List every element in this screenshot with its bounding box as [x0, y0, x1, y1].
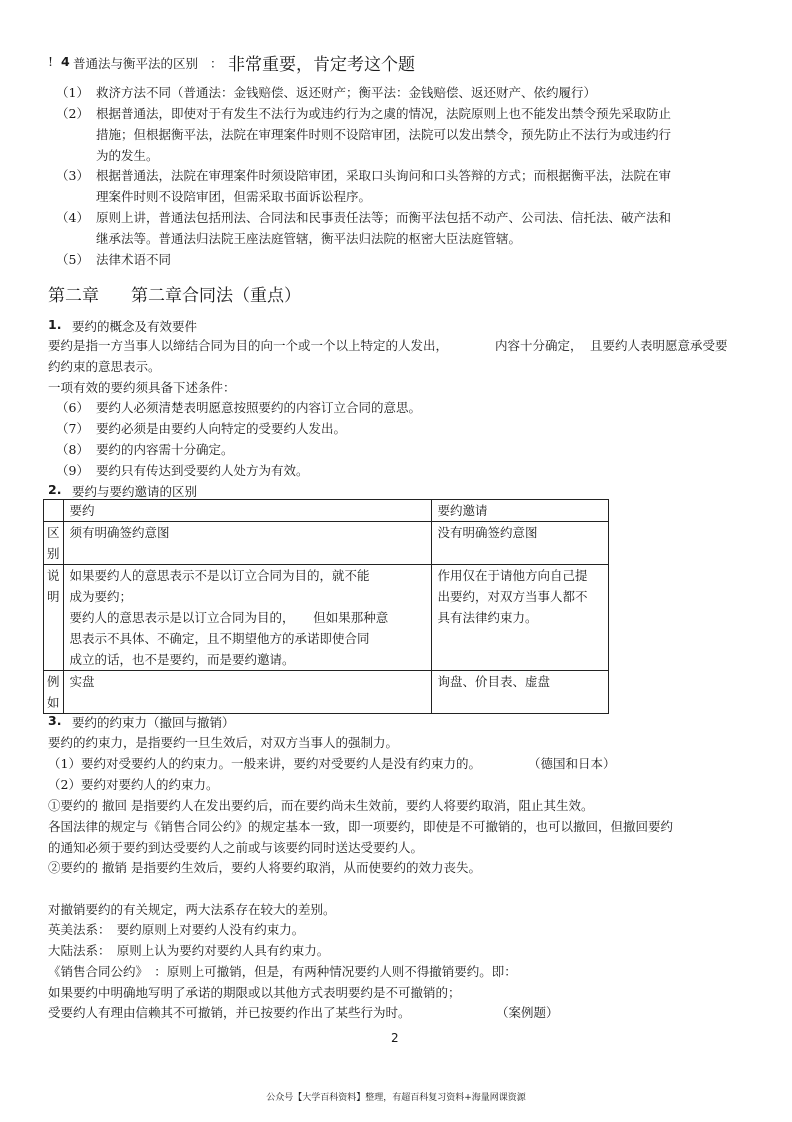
table-cell: 询盘、价目表、虚盘 — [431, 671, 608, 714]
list-item-text: 原则上讲，普通法包括刑法、合同法和民事责任法等；而衡平法包括不动产、公司法、信托法、破产法和 — [96, 210, 672, 225]
subsection-number: 1. — [48, 317, 62, 332]
list-item-text: 要约必须是由要约人向特定的受要约人发出。 — [96, 421, 347, 436]
paragraph-text: ②要约的 撤销 是指要约生效后，要约人将要约取消，从而使要约的效力丧失。 — [48, 860, 481, 875]
paragraph-text: 英美法系： 要约原则上对要约人没有约束力。 — [48, 922, 305, 937]
row-label: 说 明 — [44, 565, 64, 671]
table-cell: 没有明确签约意图 — [431, 522, 608, 565]
list-item-number: （9） — [56, 463, 89, 478]
paragraph-text: 受要约人有理由信赖其不可撤销，并已按要约作出了某些行为时。 — [48, 1005, 411, 1020]
table-row — [44, 565, 609, 671]
paragraph-text: 对撤销要约的有关规定，两大法系存在较大的差别。 — [48, 902, 336, 917]
comparison-table — [43, 499, 609, 714]
page-number: 2 — [391, 1031, 399, 1045]
section-emphasis: 非常重要，肯定考这个题 — [228, 55, 415, 75]
paragraph-note: （德国和日本） — [528, 756, 616, 771]
section-number: 4 — [61, 54, 70, 69]
list-item-text: 措施；但根据衡平法，法院在审理案件时则不设陪审团，法院可以发出禁令，预先防止不法行为或违约行 — [96, 127, 672, 142]
list-item-number: （3） — [56, 168, 89, 183]
section-title: 普通法与衡平法的区别 — [73, 56, 199, 71]
list-item-number: （7） — [56, 421, 89, 436]
paragraph-text: （2）要约对要约人的约束力。 — [48, 777, 219, 792]
list-item-number: （6） — [56, 400, 89, 415]
list-item-text: 法律术语不同 — [96, 252, 172, 267]
table-header-cell: 要约邀请 — [431, 500, 608, 522]
list-item-number: （4） — [56, 210, 89, 225]
list-item-number: （8） — [56, 442, 89, 457]
list-item-text: 为的发生。 — [96, 148, 159, 163]
list-item-text: 救济方法不同（普通法：金钱赔偿、返还财产；衡平法：金钱赔偿、返还财产、依约履行） — [96, 85, 597, 100]
list-item-text: 要约只有传达到受要约人处方为有效。 — [96, 463, 309, 478]
table-cell: 实盘 — [63, 671, 431, 714]
list-item-text: 继承法等。普通法归法院王座法庭管辖，衡平法归法院的枢密大臣法庭管辖。 — [96, 231, 522, 246]
list-item-number: （2） — [56, 106, 89, 121]
paragraph-text: 内容十分确定， — [495, 338, 583, 353]
subsection-title: 要约的概念及有效要件 — [72, 319, 198, 334]
subsection-number: 3. — [48, 713, 62, 728]
paragraph-text: 要约是指一方当事人以缔结合同为目的向一个或一个以上特定的人发出， — [48, 338, 449, 353]
subsection-number: 2. — [48, 482, 62, 497]
list-item-text: 理案件时则不设陪审团，但需采取书面诉讼程序。 — [96, 189, 372, 204]
paragraph-text: 要约的约束力，是指要约一旦生效后，对双方当事人的强制力。 — [48, 735, 399, 750]
table-cell: 如果要约人的意思表示不是以订立合同为目的，就不能 成为要约； 要约人的意思表示是以订立合同为目的， 但如果那种意 思表示不具体、不确定，且不期望他方的承诺即使合同 成立的话，也不是要约，而是要约邀请。 — [63, 565, 431, 671]
section-colon: ： — [210, 56, 223, 71]
table-cell: 作用仅在于请他方向自己提 出要约，对双方当事人都不 具有法律约束力。 — [431, 565, 608, 671]
paragraph-text: 如果要约中明确地写明了承诺的期限或以其他方式表明要约是不可撤销的； — [48, 985, 461, 1000]
page-footer: 公众号【大学百科资料】整理，有超百科复习资料+海量网课资源 — [266, 1093, 526, 1103]
exclamation-mark: ! — [48, 54, 54, 69]
list-item-text: 要约人必须清楚表明愿意按照要约的内容订立合同的意思。 — [96, 400, 422, 415]
chapter-label: 第二章 — [48, 286, 99, 306]
table-corner-cell — [44, 500, 64, 522]
table-cell: 须有明确签约意图 — [63, 522, 431, 565]
paragraph-text: 且要约人表明愿意承受要 — [590, 338, 728, 353]
table-header-cell: 要约 — [63, 500, 431, 522]
subsection-title: 要约与要约邀请的区别 — [72, 484, 198, 499]
paragraph-text: ①要约的 撤回 是指要约人在发出要约后，而在要约尚未生效前，要约人将要约取消，阻止其生效。 — [48, 798, 594, 813]
list-item-number: （1） — [56, 85, 89, 100]
paragraph-text: 大陆法系： 原则上认为要约对要约人具有约束力。 — [48, 943, 330, 958]
chapter-title: 第二章合同法（重点） — [131, 286, 301, 306]
table-header-row — [44, 500, 609, 522]
paragraph-text: 一项有效的要约须具备下述条件： — [48, 380, 236, 395]
row-label: 区 别 — [44, 522, 64, 565]
paragraph-text: 各国法律的规定与《销售合同公约》的规定基本一致，即一项要约，即使是不可撤销的，也可以撤回，但撤回要约 — [48, 819, 674, 834]
paragraph-text: 的通知必须于要约到达受要约人之前或与该要约同时送达受要约人。 — [48, 840, 424, 855]
list-item-text: 根据普通法，法院在审理案件时须设陪审团，采取口头询问和口头答辩的方式；而根据衡平法，法院在审 — [96, 168, 672, 183]
subsection-title: 要约的约束力（撤回与撤销） — [72, 715, 235, 730]
table-row — [44, 522, 609, 565]
paragraph-text: 《销售合同公约》 ：原则上可撤销，但是，有两种情况要约人则不得撤销要约。即： — [48, 964, 517, 979]
list-item-text: 要约的内容需十分确定。 — [96, 442, 234, 457]
paragraph-text: （1）要约对受要约人的约束力。一般来讲，要约对受要约人是没有约束力的。 — [48, 756, 481, 771]
list-item-text: 根据普通法，即使对于有发生不法行为或违约行为之虞的情况，法院原则上也不能发出禁令预先采取防止 — [96, 106, 672, 121]
row-label: 例 如 — [44, 671, 64, 714]
paragraph-text: 约约束的意思表示。 — [48, 359, 161, 374]
list-item-number: （5） — [56, 252, 89, 267]
table-row — [44, 671, 609, 714]
paragraph-note: （案例题） — [496, 1005, 559, 1020]
